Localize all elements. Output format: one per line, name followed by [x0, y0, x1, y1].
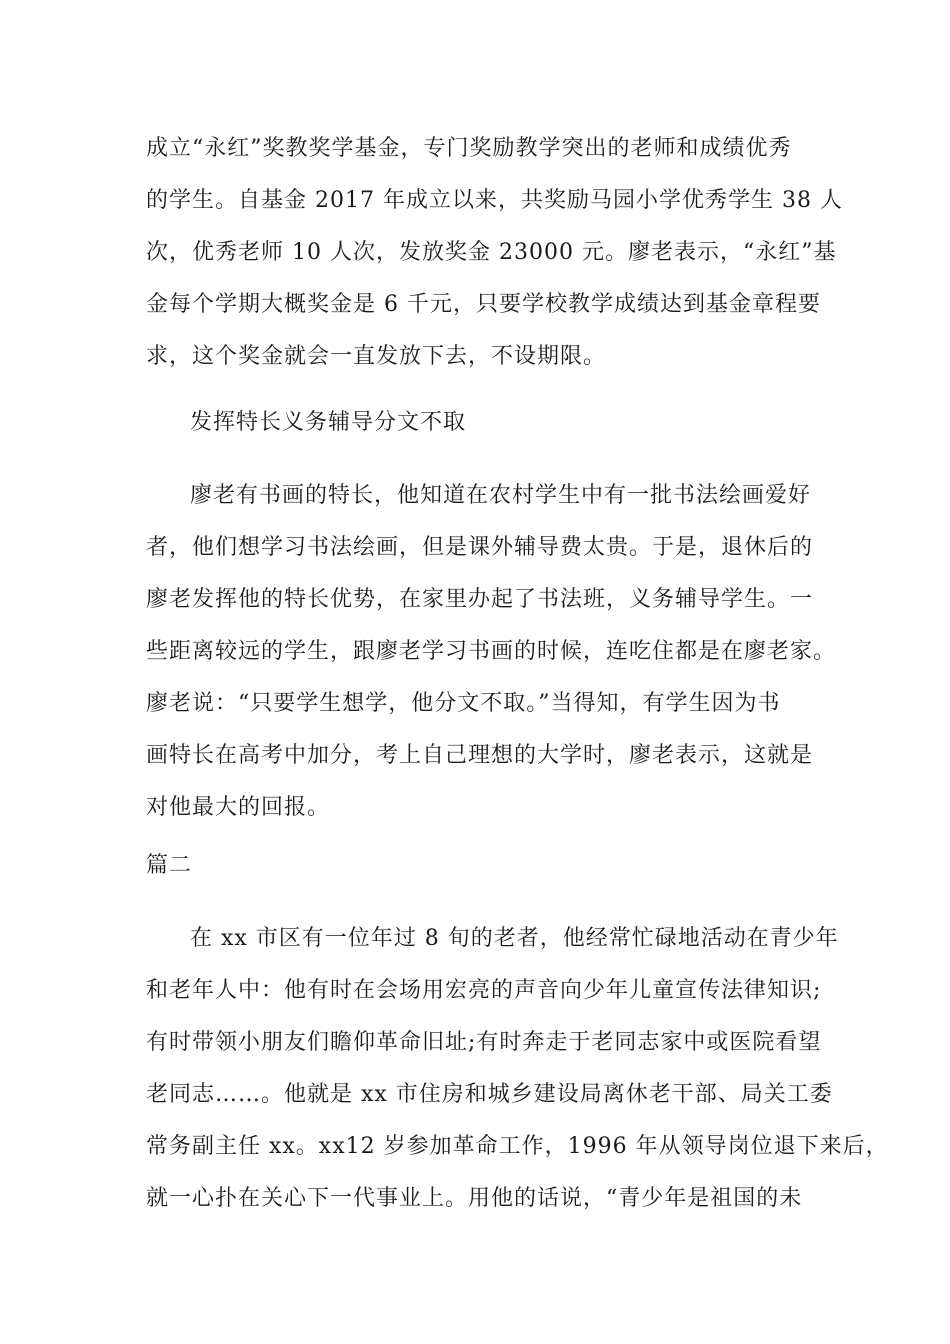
paragraph-2-line-3: 廖老发挥他的特长优势，在家里办起了书法班，义务辅导学生。一: [146, 587, 814, 612]
paragraph-1-line-1: 成立“永红”奖教奖学基金，专门奖励教学突出的老师和成绩优秀: [146, 136, 792, 161]
paragraph-3-line-3: 有时带领小朋友们瞻仰革命旧址;有时奔走于老同志家中或医院看望: [146, 1030, 822, 1055]
paragraph-3-line-5: 常务副主任 xx。xx12 岁参加革命工作，1996 年从领导岗位退下来后，: [146, 1134, 889, 1159]
paragraph-1-line-3: 次，优秀老师 10 人次，发放奖金 23000 元。廖老表示，“永红”基: [146, 240, 837, 265]
paragraph-2-line-7: 对他最大的回报。: [146, 795, 331, 820]
paragraph-3-line-2: 和老年人中：他有时在会场用宏亮的声音向少年儿童宣传法律知识;: [146, 978, 822, 1003]
paragraph-3-line-1: 在 xx 市区有一位年过 8 旬的老者，他经常忙碌地活动在青少年: [190, 926, 839, 951]
paragraph-3-line-6: 就一心扑在关心下一代事业上。用他的话说，“青少年是祖国的未: [146, 1186, 803, 1211]
paragraph-3-line-4: 老同志……。他就是 xx 市住房和城乡建设局离休老干部、局关工委: [146, 1082, 833, 1107]
paragraph-2-line-2: 者，他们想学习书法绘画，但是课外辅导费太贵。于是，退休后的: [146, 535, 814, 560]
section-heading: 发挥特长义务辅导分文不取: [190, 410, 467, 435]
section-label: 篇二: [146, 853, 193, 878]
paragraph-1-line-2: 的学生。自基金 2017 年成立以来，共奖励马园小学优秀学生 38 人: [146, 188, 843, 213]
paragraph-2-line-5: 廖老说：“只要学生想学，他分文不取。”当得知，有学生因为书: [146, 691, 781, 716]
paragraph-2-line-4: 些距离较远的学生，跟廖老学习书画的时候，连吃住都是在廖老家。: [146, 639, 837, 664]
paragraph-2-line-1: 廖老有书画的特长，他知道在农村学生中有一批书法绘画爱好: [190, 483, 812, 508]
paragraph-2-line-6: 画特长在高考中加分，考上自己理想的大学时，廖老表示，这就是: [146, 743, 814, 768]
paragraph-1-line-5: 求，这个奖金就会一直发放下去，不设期限。: [146, 344, 607, 369]
paragraph-1-line-4: 金每个学期大概奖金是 6 千元，只要学校教学成绩达到基金章程要: [146, 292, 821, 317]
